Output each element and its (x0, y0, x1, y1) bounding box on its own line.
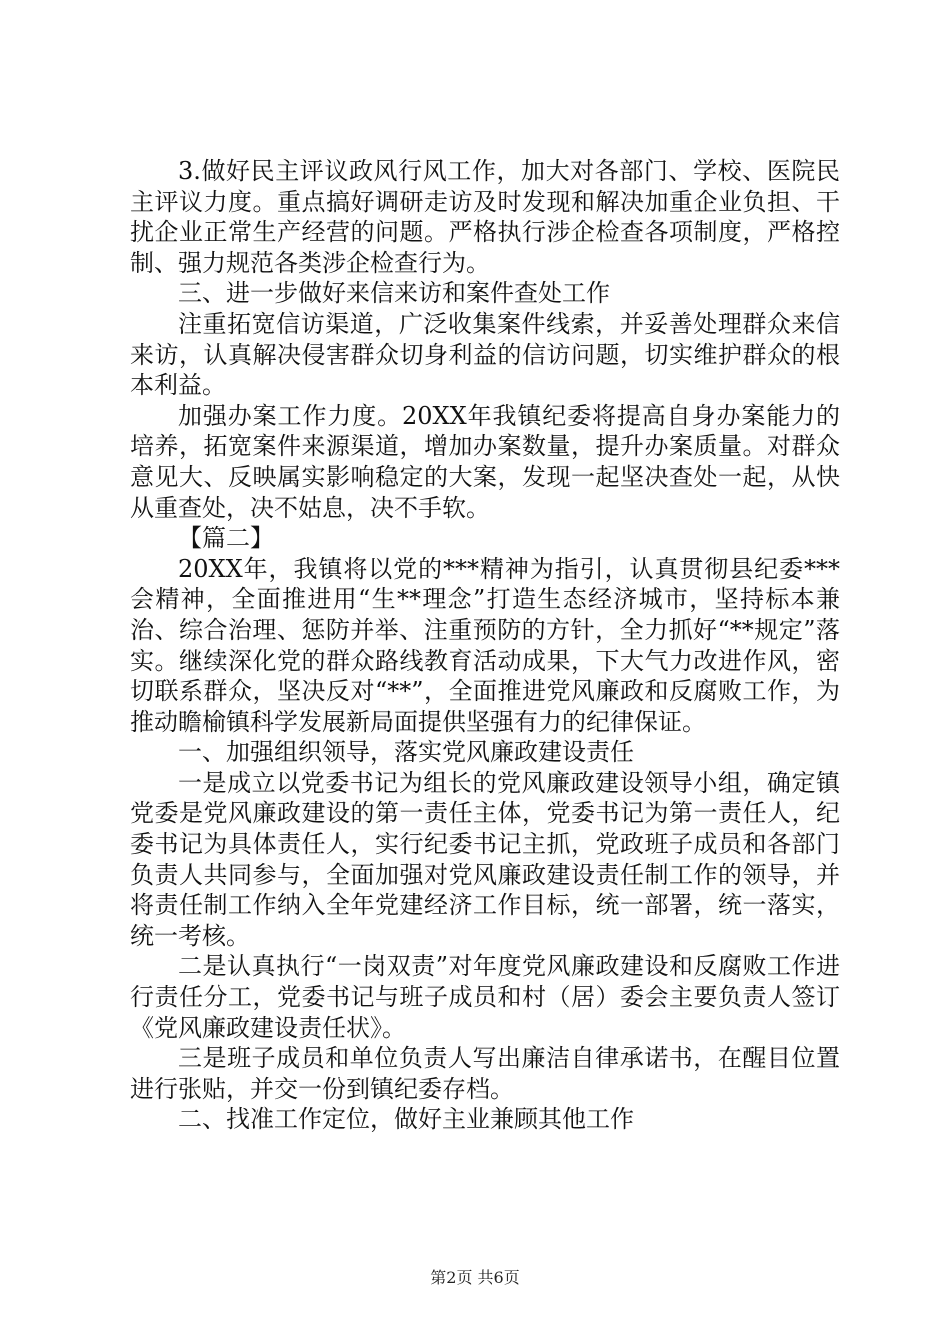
paragraph-item-3: 3.做好民主评议政风行风工作，加大对各部门、学校、医院民主评议力度。重点搞好调研走访及时发现和解决加重企业负担、干扰企业正常生产经营的问题。严格执行涉企检查各项制度，严格控制、强力规范各类涉企检查行为。 (130, 157, 840, 277)
paragraph-case-handling: 加强办案工作力度。20XX年我镇纪委将提高自身办案能力的培养，拓宽案件来源渠道，增加办案数量，提升办案质量。对群众意见大、反映属实影响稳定的大案，发现一起坚决查处一起，从快从重查处，决不姑息，决不手软。 (130, 401, 840, 522)
document-body (130, 156, 840, 1135)
part-two-heading: 【篇二】 (178, 524, 274, 553)
section-heading-3: 三、进一步做好来信来访和案件查处工作 (178, 279, 610, 308)
paragraph-petition: 注重拓宽信访渠道，广泛收集案件线索，并妥善处理群众来信来访，认真解决侵害群众切身利益的信访问题，切实维护群众的根本利益。 (130, 309, 840, 400)
paragraph-point-1: 一是成立以党委书记为组长的党风廉政建设领导小组，确定镇党委是党风廉政建设的第一责任主体，党委书记为第一责任人，纪委书记为具体责任人，实行纪委书记主抓，党政班子成员和各部门负责人共同参与，全面加强对党风廉政建设责任制工作的领导，并将责任制工作纳入全年党建经济工作目标，统一部署，统一落实，统一考核。 (130, 768, 840, 950)
paragraph-point-3: 三是班子成员和单位负责人写出廉洁自律承诺书，在醒目位置进行张贴，并交一份到镇纪委存档。 (130, 1044, 840, 1103)
paragraph-point-2: 二是认真执行“一岗双责”对年度党风廉政建设和反腐败工作进行责任分工，党委书记与班子成员和村（居）委会主要负责人签订《党风廉政建设责任状》。 (130, 952, 840, 1042)
paragraph-intro: 20XX年，我镇将以党的***精神为指引，认真贯彻县纪委***会精神，全面推进用“生**理念”打造生态经济城市，坚持标本兼治、综合治理、惩防并举、注重预防的方针，全力抓好“**规定”落实。继续深化党的群众路线教育活动成果，下大气力改进作风，密切联系群众，坚决反对“**”，全面推进党风廉政和反腐败工作，为推动瞻榆镇科学发展新局面提供坚强有力的纪律保证。 (130, 554, 840, 736)
section-heading-1: 一、加强组织领导，落实党风廉政建设责任 (178, 738, 634, 767)
section-heading-2: 二、找准工作定位，做好主业兼顾其他工作 (178, 1105, 634, 1134)
page-number-footer: 第2页 共6页 (430, 1268, 520, 1287)
